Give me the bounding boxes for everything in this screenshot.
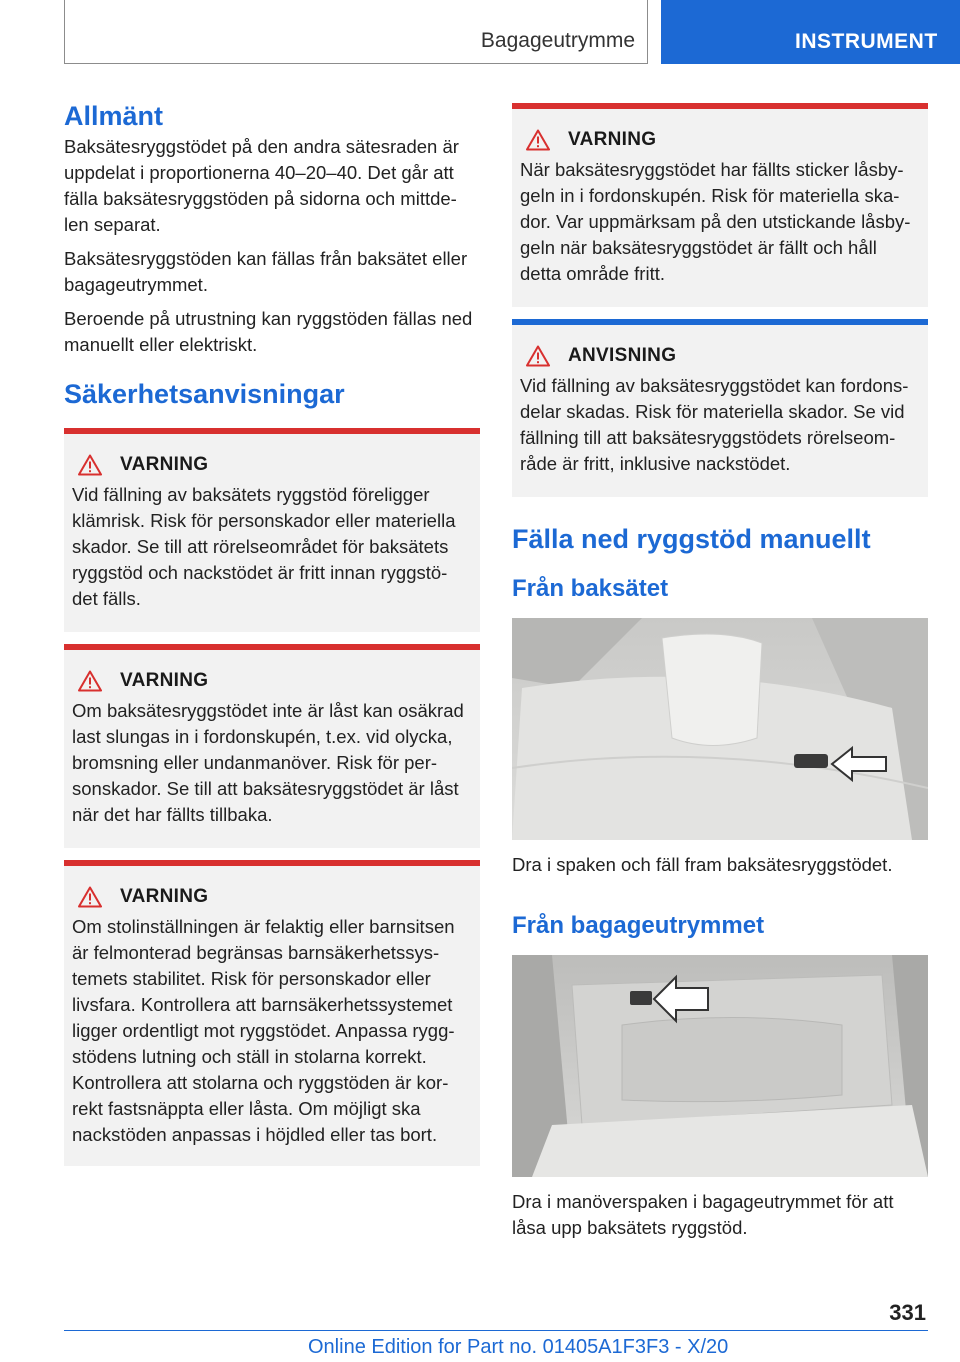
subsection-title-rear-seat: Från baksätet — [512, 575, 669, 603]
warning-notice — [512, 103, 928, 307]
header-section-box — [64, 0, 648, 64]
header-chapter-tab[interactable] — [661, 0, 960, 64]
luggage-compartment-photo — [512, 955, 928, 1177]
notice-text: Vid fällning av baksätesryggstödet kan fordons-delar skadas. Risk för materiella skador. Se vid fällning till att baksätesryggstödets rörelseom-råde är fritt, inklusive nackstödet. — [520, 375, 909, 474]
notice-title: VARNING — [568, 129, 657, 150]
section-title-general: Allmänt — [64, 101, 164, 131]
warning-triangle-icon — [78, 886, 102, 908]
notice-title: ANVISNING — [568, 345, 677, 366]
paragraph: Beroende på utrustning kan ryggstöden fällas ned manuellt eller elektriskt. — [64, 308, 473, 356]
notice-title: VARNING — [120, 885, 209, 907]
header-chapter-title: INSTRUMENT — [795, 30, 938, 53]
warning-notice — [64, 860, 480, 1166]
photo-caption: Dra i spaken och fäll fram baksätesryggstödet. — [512, 854, 893, 876]
warning-triangle-icon — [78, 454, 102, 476]
section-title-safety: Säkerhetsanvisningar — [64, 379, 345, 410]
notice-title: VARNING — [120, 453, 209, 475]
subsection-title-luggage: Från bagageutrymmet — [512, 912, 765, 940]
warning-notice — [64, 644, 480, 848]
right-column — [512, 103, 928, 1241]
page-number: 331 — [889, 1300, 926, 1325]
paragraph: Baksätesryggstödet på den andra sätesraden är uppdelat i proportionerna 40–20–40. Det går att fälla baksätesryggstöden på sidorna och mittde-len separat. — [64, 136, 459, 236]
footer-divider — [64, 1330, 928, 1331]
warning-triangle-icon — [526, 129, 550, 151]
notice-title: VARNING — [120, 669, 209, 691]
caution-notice — [512, 319, 928, 497]
notice-text: Om baksätesryggstödet inte är låst kan osäkrad last slungas in i fordonskupén, t.ex. vid olycka, bromsning eller undanmanöver. Risk för per-sonskador. Se till att baksätesryggstödet är låst när det har fällts tillbaka. — [72, 699, 464, 825]
notice-text: När baksätesryggstödet har fällts sticker låsby-geln in i fordonskupén. Risk för materiella ska-dor. Var uppmärksam på den utstickande låsby-geln när baksätesryggstödet är fällt och håll detta område fritt. — [520, 159, 911, 284]
photo-caption: Dra i manöverspaken i bagageutrymmet för att låsa upp baksätets ryggstöd. — [512, 1190, 894, 1238]
header-section-title: Bagageutrymme — [480, 29, 635, 52]
notice-text: Vid fällning av baksätets ryggstöd föreligger klämrisk. Risk för personskador eller materiella skador. Se till att rörelseområdet för baksätets ryggstöd och nackstödet är fritt innan ryggstö-det fälls. — [72, 483, 456, 609]
warning-triangle-icon — [78, 670, 102, 692]
notice-text: Om stolinställningen är felaktig eller barnsitsen är felmonterad begränsas barnsäkerhetssys-temets stabilitet. Risk för personskador eller livsfara. Kontrollera att barnsäkerhetssystemet ligger ordentligt mot ryggstödet. Anpassa rygg-stödens lutning och ställ in stolarna korrekt. Kontrollera att stolarna och ryggstöden är kor-rekt fastsnäppta eller låsta. Om möjligt ska nackstöden anpassas i höjdled eller tas bort. — [72, 915, 455, 1145]
paragraph: Baksätesryggstöden kan fällas från baksätet eller bagageutrymmet. — [64, 248, 468, 296]
warning-triangle-icon — [526, 345, 550, 367]
section-title-fold-manual: Fälla ned ryggstöd manuellt — [512, 524, 871, 554]
footer-edition: Online Edition for Part no. 01405A1F3F3 - X/20 — [308, 1336, 729, 1358]
rear-seat-photo — [512, 618, 928, 840]
warning-notice — [64, 428, 480, 632]
left-column — [64, 100, 480, 1166]
